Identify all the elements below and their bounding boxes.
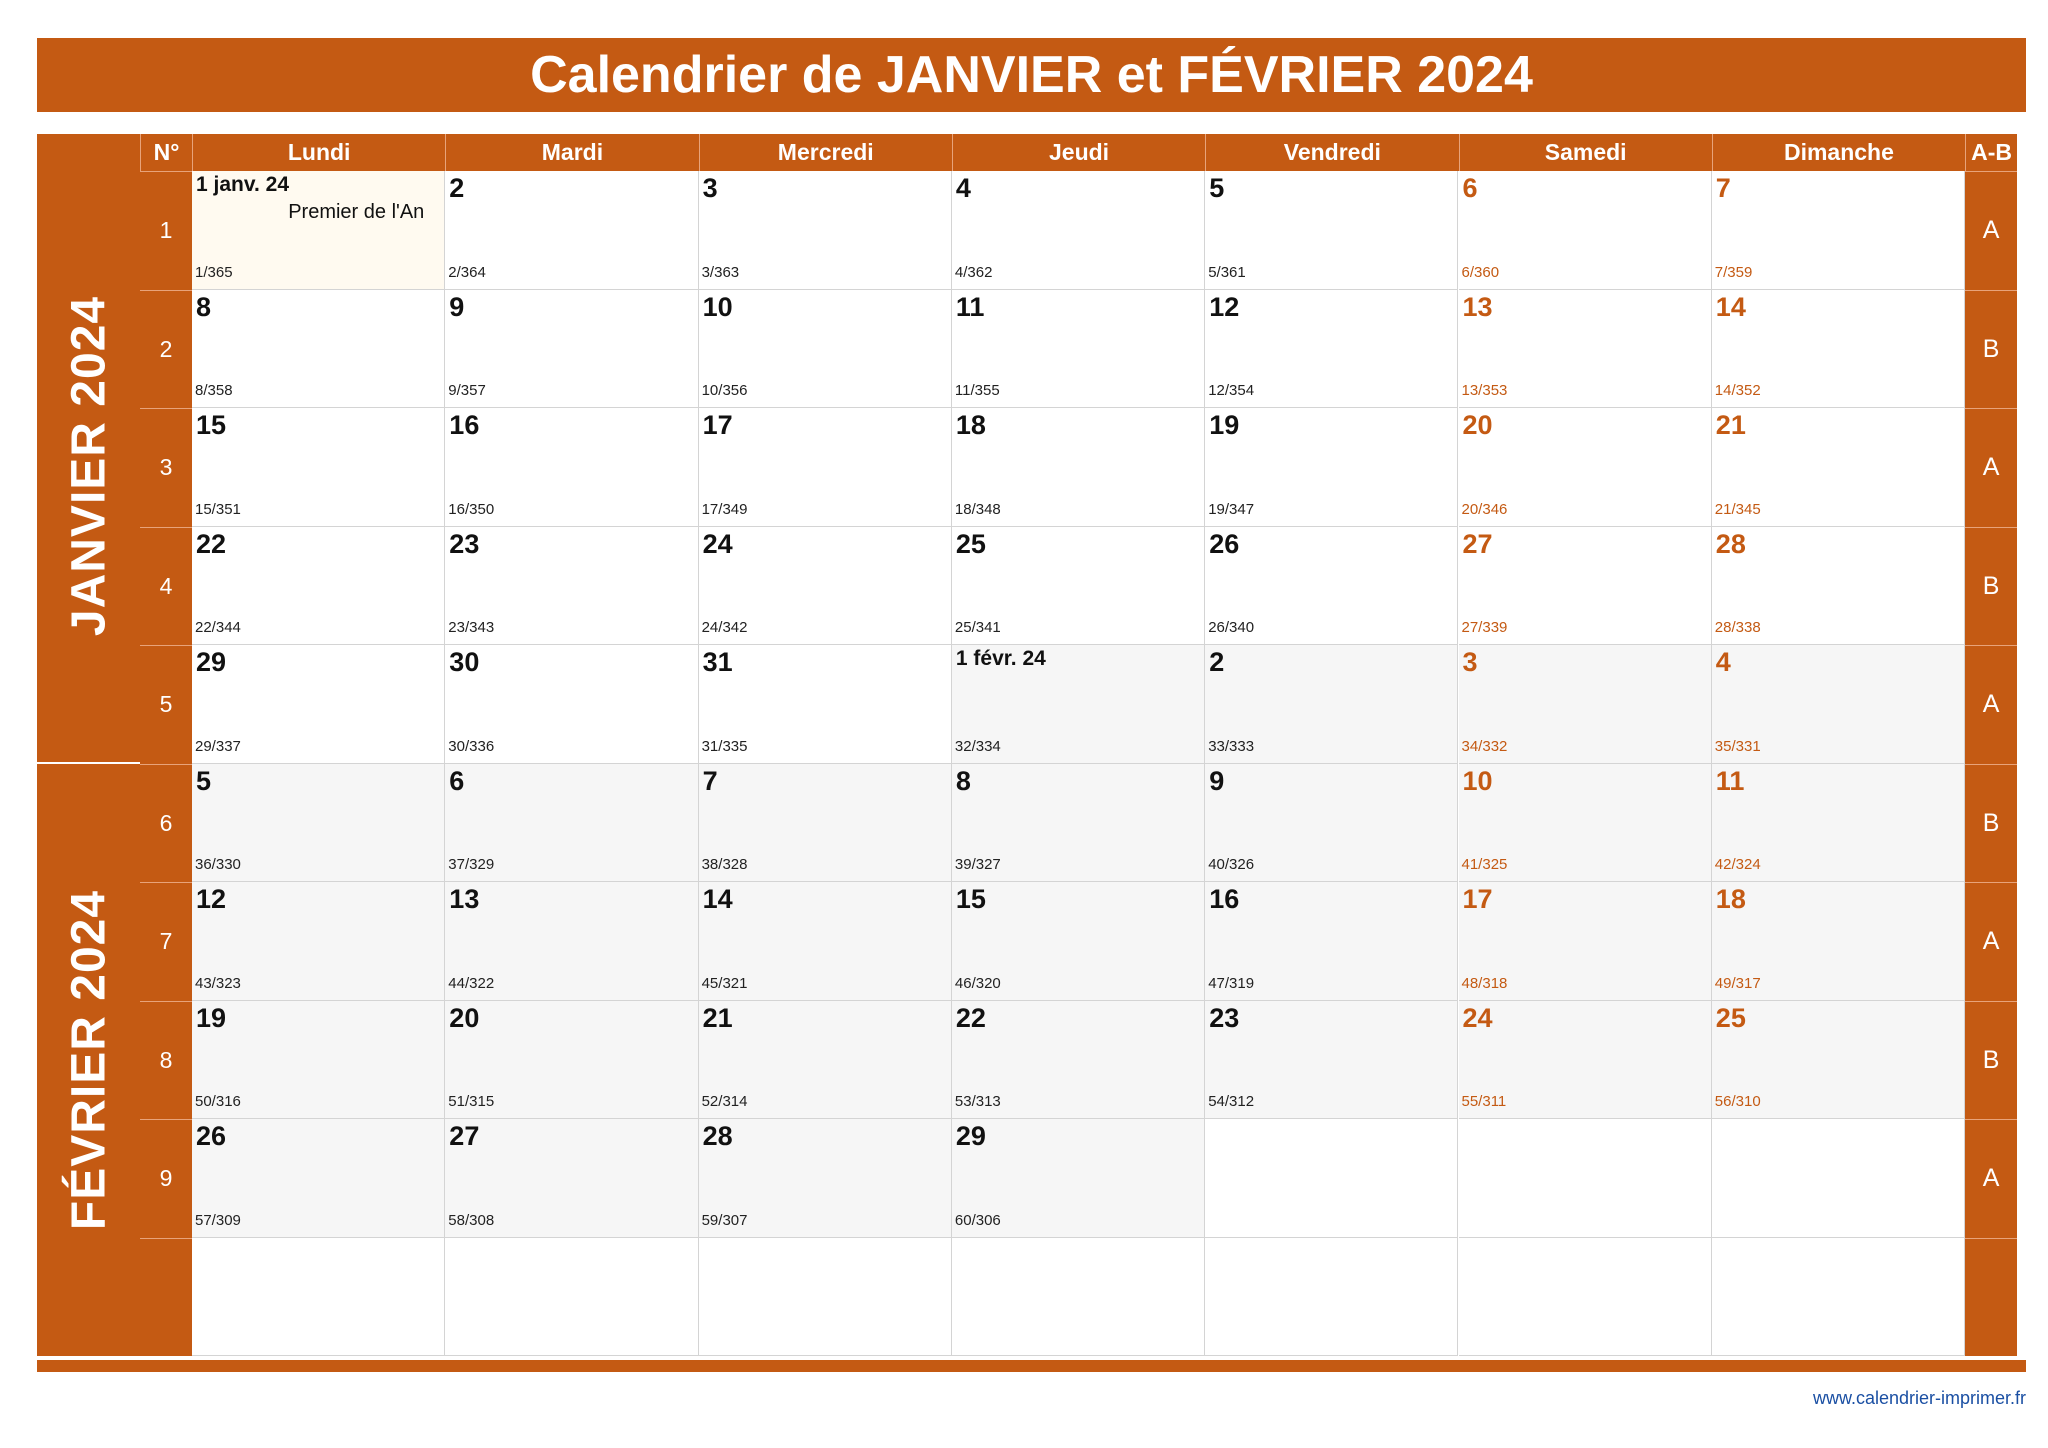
day-label: 5 xyxy=(1209,173,1225,203)
calendar-title: Calendrier de JANVIER et FÉVRIER 2024 xyxy=(37,38,2026,112)
day-cell[interactable] xyxy=(1205,645,1458,764)
day-cell[interactable] xyxy=(699,645,952,764)
ab-week-marker: B xyxy=(1965,527,2017,646)
day-of-year: 47/319 xyxy=(1208,974,1255,992)
day-of-year: 36/330 xyxy=(195,856,241,873)
day-of-year: 41/325 xyxy=(1461,856,1508,873)
day-of-year: 43/323 xyxy=(195,974,241,992)
day-of-year: 37/329 xyxy=(448,856,495,873)
week-number: 3 xyxy=(140,408,192,527)
day-cell[interactable] xyxy=(1712,645,1965,764)
ab-week-marker: A xyxy=(1965,171,2017,290)
day-label: 22 xyxy=(955,1002,986,1033)
day-label: 29 xyxy=(955,1121,986,1151)
day-of-year: 2/364 xyxy=(448,263,486,281)
day-label: 3 xyxy=(1462,647,1478,677)
day-of-year: 35/331 xyxy=(1714,737,1761,755)
day-label: 14 xyxy=(702,884,733,914)
day-cell[interactable] xyxy=(1459,527,1712,646)
day-of-year: 15/351 xyxy=(195,500,241,518)
week-number: 8 xyxy=(140,1001,192,1120)
day-cell[interactable] xyxy=(1205,527,1458,646)
day-label: 7 xyxy=(702,765,718,796)
day-label: 4 xyxy=(955,173,971,203)
day-label: 27 xyxy=(1462,528,1493,559)
header-day-7: Dimanche xyxy=(1712,134,1965,171)
day-cell[interactable] xyxy=(952,764,1205,883)
day-label: 13 xyxy=(1462,291,1493,322)
day-of-year: 16/350 xyxy=(448,500,495,518)
empty-day-cell xyxy=(192,1238,445,1357)
day-label: 25 xyxy=(955,528,986,559)
day-of-year: 44/322 xyxy=(448,974,495,992)
week-number: 1 xyxy=(140,171,192,290)
day-cell[interactable] xyxy=(192,645,445,764)
day-of-year: 32/334 xyxy=(954,737,1001,755)
day-label: 18 xyxy=(1715,884,1746,914)
ab-week-marker xyxy=(1965,1238,2017,1357)
day-label: 13 xyxy=(449,884,480,914)
month-band-2 xyxy=(37,764,140,1357)
ab-week-marker: B xyxy=(1965,1001,2017,1120)
ab-week-marker: A xyxy=(1965,1119,2017,1238)
day-of-year: 54/312 xyxy=(1208,1093,1255,1110)
day-label: 1 févr. 24 xyxy=(955,647,1046,670)
day-of-year: 57/309 xyxy=(195,1211,241,1229)
day-of-year: 11/355 xyxy=(954,382,1000,399)
day-cell[interactable] xyxy=(192,1119,445,1238)
day-label: 28 xyxy=(1715,528,1746,559)
day-cell[interactable] xyxy=(699,527,952,646)
day-cell[interactable] xyxy=(699,171,952,290)
day-label: 28 xyxy=(702,1121,733,1151)
day-cell[interactable] xyxy=(445,408,698,527)
ab-week-marker: A xyxy=(1965,882,2017,1001)
empty-day-cell xyxy=(1459,1238,1712,1357)
week-number: 4 xyxy=(140,527,192,646)
header-day-5: Vendredi xyxy=(1205,134,1458,171)
day-of-year: 7/359 xyxy=(1714,263,1753,281)
day-of-year: 40/326 xyxy=(1208,856,1255,873)
day-of-year: 20/346 xyxy=(1461,500,1508,518)
footer-website-link[interactable]: www.calendrier-imprimer.fr xyxy=(1812,1388,2026,1408)
day-of-year: 39/327 xyxy=(954,856,1001,873)
header-day-4: Jeudi xyxy=(952,134,1205,171)
holiday-note: Premier de l'An xyxy=(288,201,425,223)
day-cell[interactable] xyxy=(952,171,1205,290)
ab-week-marker: B xyxy=(1965,764,2017,883)
day-cell[interactable] xyxy=(1205,171,1458,290)
day-label: 11 xyxy=(955,291,985,322)
day-of-year: 8/358 xyxy=(195,382,233,399)
day-label: 31 xyxy=(702,647,733,677)
day-of-year: 60/306 xyxy=(954,1211,1001,1229)
day-label: 25 xyxy=(1715,1002,1746,1033)
day-of-year: 4/362 xyxy=(954,263,993,281)
day-of-year: 22/344 xyxy=(195,619,241,636)
day-cell[interactable] xyxy=(1712,764,1965,883)
day-of-year: 59/307 xyxy=(701,1211,748,1229)
day-of-year: 46/320 xyxy=(954,974,1001,992)
day-cell[interactable] xyxy=(1205,1001,1458,1120)
day-label: 27 xyxy=(449,1121,480,1151)
day-cell[interactable] xyxy=(445,527,698,646)
day-cell[interactable] xyxy=(192,882,445,1001)
day-label: 7 xyxy=(1715,173,1731,203)
day-label: 24 xyxy=(702,528,733,559)
day-of-year: 48/318 xyxy=(1461,974,1508,992)
day-of-year: 1/365 xyxy=(195,263,233,281)
day-of-year: 9/357 xyxy=(448,382,486,399)
day-label: 26 xyxy=(1209,528,1240,559)
day-cell[interactable] xyxy=(1459,882,1712,1001)
day-cell[interactable] xyxy=(1459,1001,1712,1120)
day-cell[interactable] xyxy=(699,882,952,1001)
day-cell[interactable] xyxy=(1712,882,1965,1001)
day-of-year: 53/313 xyxy=(954,1093,1001,1110)
day-of-year: 58/308 xyxy=(448,1211,495,1229)
day-cell[interactable] xyxy=(1459,290,1712,409)
day-label: 10 xyxy=(1462,765,1493,796)
day-cell[interactable] xyxy=(699,764,952,883)
day-label: 9 xyxy=(1209,765,1225,796)
day-of-year: 49/317 xyxy=(1714,974,1761,992)
day-cell[interactable] xyxy=(952,527,1205,646)
day-cell[interactable] xyxy=(952,882,1205,1001)
day-cell[interactable] xyxy=(192,408,445,527)
day-label: 18 xyxy=(955,410,986,440)
day-cell[interactable] xyxy=(192,527,445,646)
day-of-year: 29/337 xyxy=(195,737,241,755)
day-of-year: 26/340 xyxy=(1208,619,1255,636)
day-label: 19 xyxy=(1209,410,1240,440)
day-label: 17 xyxy=(1462,884,1493,914)
day-cell[interactable] xyxy=(952,1001,1205,1120)
day-label: 15 xyxy=(955,884,986,914)
day-label: 4 xyxy=(1715,647,1731,677)
day-label: 12 xyxy=(1209,291,1240,322)
day-label: 2 xyxy=(449,173,465,203)
day-label: 26 xyxy=(196,1121,227,1151)
month-label: FÉVRIER 2024 xyxy=(62,889,115,1230)
day-cell[interactable] xyxy=(1712,527,1965,646)
day-label: 9 xyxy=(449,291,465,322)
empty-day-cell xyxy=(1459,1119,1712,1238)
day-cell[interactable] xyxy=(192,290,445,409)
day-label: 16 xyxy=(449,410,480,440)
day-cell[interactable] xyxy=(699,290,952,409)
week-number: 5 xyxy=(140,645,192,764)
day-of-year: 19/347 xyxy=(1208,500,1255,518)
day-label: 30 xyxy=(449,647,480,677)
day-of-year: 50/316 xyxy=(195,1093,241,1110)
day-label: 29 xyxy=(196,647,227,677)
day-cell[interactable] xyxy=(699,408,952,527)
empty-day-cell xyxy=(1712,1119,1965,1238)
bottom-bar xyxy=(37,1360,2026,1372)
day-label: 16 xyxy=(1209,884,1240,914)
empty-day-cell xyxy=(699,1238,952,1357)
day-cell[interactable] xyxy=(699,1119,952,1238)
day-label: 20 xyxy=(449,1002,480,1033)
day-label: 15 xyxy=(196,410,227,440)
day-label: 1 janv. 24 xyxy=(196,173,290,196)
day-cell[interactable] xyxy=(192,764,445,883)
day-cell[interactable] xyxy=(1205,290,1458,409)
day-label: 12 xyxy=(196,884,227,914)
day-cell[interactable] xyxy=(1459,764,1712,883)
day-label: 23 xyxy=(449,528,480,559)
day-cell[interactable] xyxy=(445,1119,698,1238)
day-label: 8 xyxy=(196,291,212,322)
day-label: 2 xyxy=(1209,647,1225,677)
day-label: 3 xyxy=(702,173,718,203)
day-cell[interactable] xyxy=(1712,1001,1965,1120)
day-of-year: 24/342 xyxy=(701,619,748,636)
day-of-year: 14/352 xyxy=(1714,382,1761,399)
day-cell[interactable] xyxy=(445,882,698,1001)
day-of-year: 56/310 xyxy=(1714,1093,1761,1110)
day-label: 5 xyxy=(196,765,212,796)
day-of-year: 52/314 xyxy=(701,1093,748,1110)
day-label: 6 xyxy=(449,765,465,796)
empty-day-cell xyxy=(952,1238,1205,1357)
day-cell[interactable] xyxy=(445,290,698,409)
day-of-year: 18/348 xyxy=(954,500,1001,518)
header-day-2: Mardi xyxy=(445,134,698,171)
empty-day-cell xyxy=(445,1238,698,1357)
day-of-year: 17/349 xyxy=(701,500,748,518)
day-cell[interactable] xyxy=(1205,764,1458,883)
day-label: 17 xyxy=(702,410,733,440)
week-number: 9 xyxy=(140,1119,192,1238)
day-cell[interactable] xyxy=(445,645,698,764)
week-number xyxy=(140,1238,192,1357)
day-cell[interactable] xyxy=(1459,645,1712,764)
empty-day-cell xyxy=(1205,1119,1458,1238)
day-cell[interactable] xyxy=(952,290,1205,409)
day-of-year: 33/333 xyxy=(1208,737,1255,755)
day-of-year: 3/363 xyxy=(701,263,740,281)
day-label: 21 xyxy=(1715,410,1746,440)
month-label: JANVIER 2024 xyxy=(62,296,115,637)
day-of-year: 28/338 xyxy=(1714,619,1761,636)
header-day-6: Samedi xyxy=(1459,134,1712,171)
month-band-1 xyxy=(37,171,140,764)
day-cell[interactable] xyxy=(1205,408,1458,527)
day-of-year: 13/353 xyxy=(1461,382,1508,399)
day-of-year: 5/361 xyxy=(1208,263,1246,281)
day-cell[interactable] xyxy=(445,1001,698,1120)
day-label: 10 xyxy=(702,291,733,322)
day-of-year: 31/335 xyxy=(701,737,748,755)
day-cell[interactable] xyxy=(1712,290,1965,409)
day-of-year: 12/354 xyxy=(1208,382,1255,399)
day-of-year: 6/360 xyxy=(1461,263,1500,281)
day-of-year: 42/324 xyxy=(1714,856,1761,873)
day-cell[interactable] xyxy=(952,1119,1205,1238)
day-label: 6 xyxy=(1462,173,1478,203)
day-of-year: 38/328 xyxy=(701,856,748,873)
day-cell[interactable] xyxy=(1205,882,1458,1001)
day-of-year: 55/311 xyxy=(1461,1093,1507,1110)
day-of-year: 51/315 xyxy=(448,1093,495,1110)
day-cell[interactable] xyxy=(952,645,1205,764)
header-day-1: Lundi xyxy=(192,134,445,171)
day-of-year: 30/336 xyxy=(448,737,495,755)
ab-week-marker: A xyxy=(1965,408,2017,527)
day-of-year: 25/341 xyxy=(954,619,1001,636)
day-cell[interactable] xyxy=(952,408,1205,527)
day-label: 19 xyxy=(196,1002,227,1033)
day-of-year: 34/332 xyxy=(1461,737,1508,755)
day-cell[interactable] xyxy=(699,1001,952,1120)
day-label: 24 xyxy=(1462,1002,1493,1033)
day-cell[interactable] xyxy=(445,764,698,883)
day-of-year: 23/343 xyxy=(448,619,495,636)
day-cell[interactable] xyxy=(1712,171,1965,290)
day-label: 21 xyxy=(702,1002,733,1033)
ab-week-marker: A xyxy=(1965,645,2017,764)
day-cell[interactable] xyxy=(192,171,445,290)
day-cell[interactable] xyxy=(1459,171,1712,290)
day-of-year: 27/339 xyxy=(1461,619,1508,636)
day-label: 20 xyxy=(1462,410,1493,440)
week-number: 6 xyxy=(140,764,192,883)
day-of-year: 10/356 xyxy=(701,382,748,399)
day-cell[interactable] xyxy=(1459,408,1712,527)
empty-day-cell xyxy=(1712,1238,1965,1357)
header-ab: A-B xyxy=(1965,134,2017,171)
week-number: 2 xyxy=(140,290,192,409)
week-number: 7 xyxy=(140,882,192,1001)
day-label: 22 xyxy=(196,528,227,559)
ab-week-marker: B xyxy=(1965,290,2017,409)
day-label: 23 xyxy=(1209,1002,1240,1033)
header-day-3: Mercredi xyxy=(699,134,952,171)
day-cell[interactable] xyxy=(1712,408,1965,527)
header-week-number: N° xyxy=(140,134,192,171)
day-label: 8 xyxy=(955,765,971,796)
day-of-year: 45/321 xyxy=(701,974,748,992)
day-label: 14 xyxy=(1715,291,1746,322)
day-cell[interactable] xyxy=(445,171,698,290)
empty-day-cell xyxy=(1205,1238,1458,1357)
day-cell[interactable] xyxy=(192,1001,445,1120)
day-label: 11 xyxy=(1715,765,1745,796)
day-of-year: 21/345 xyxy=(1714,500,1761,518)
